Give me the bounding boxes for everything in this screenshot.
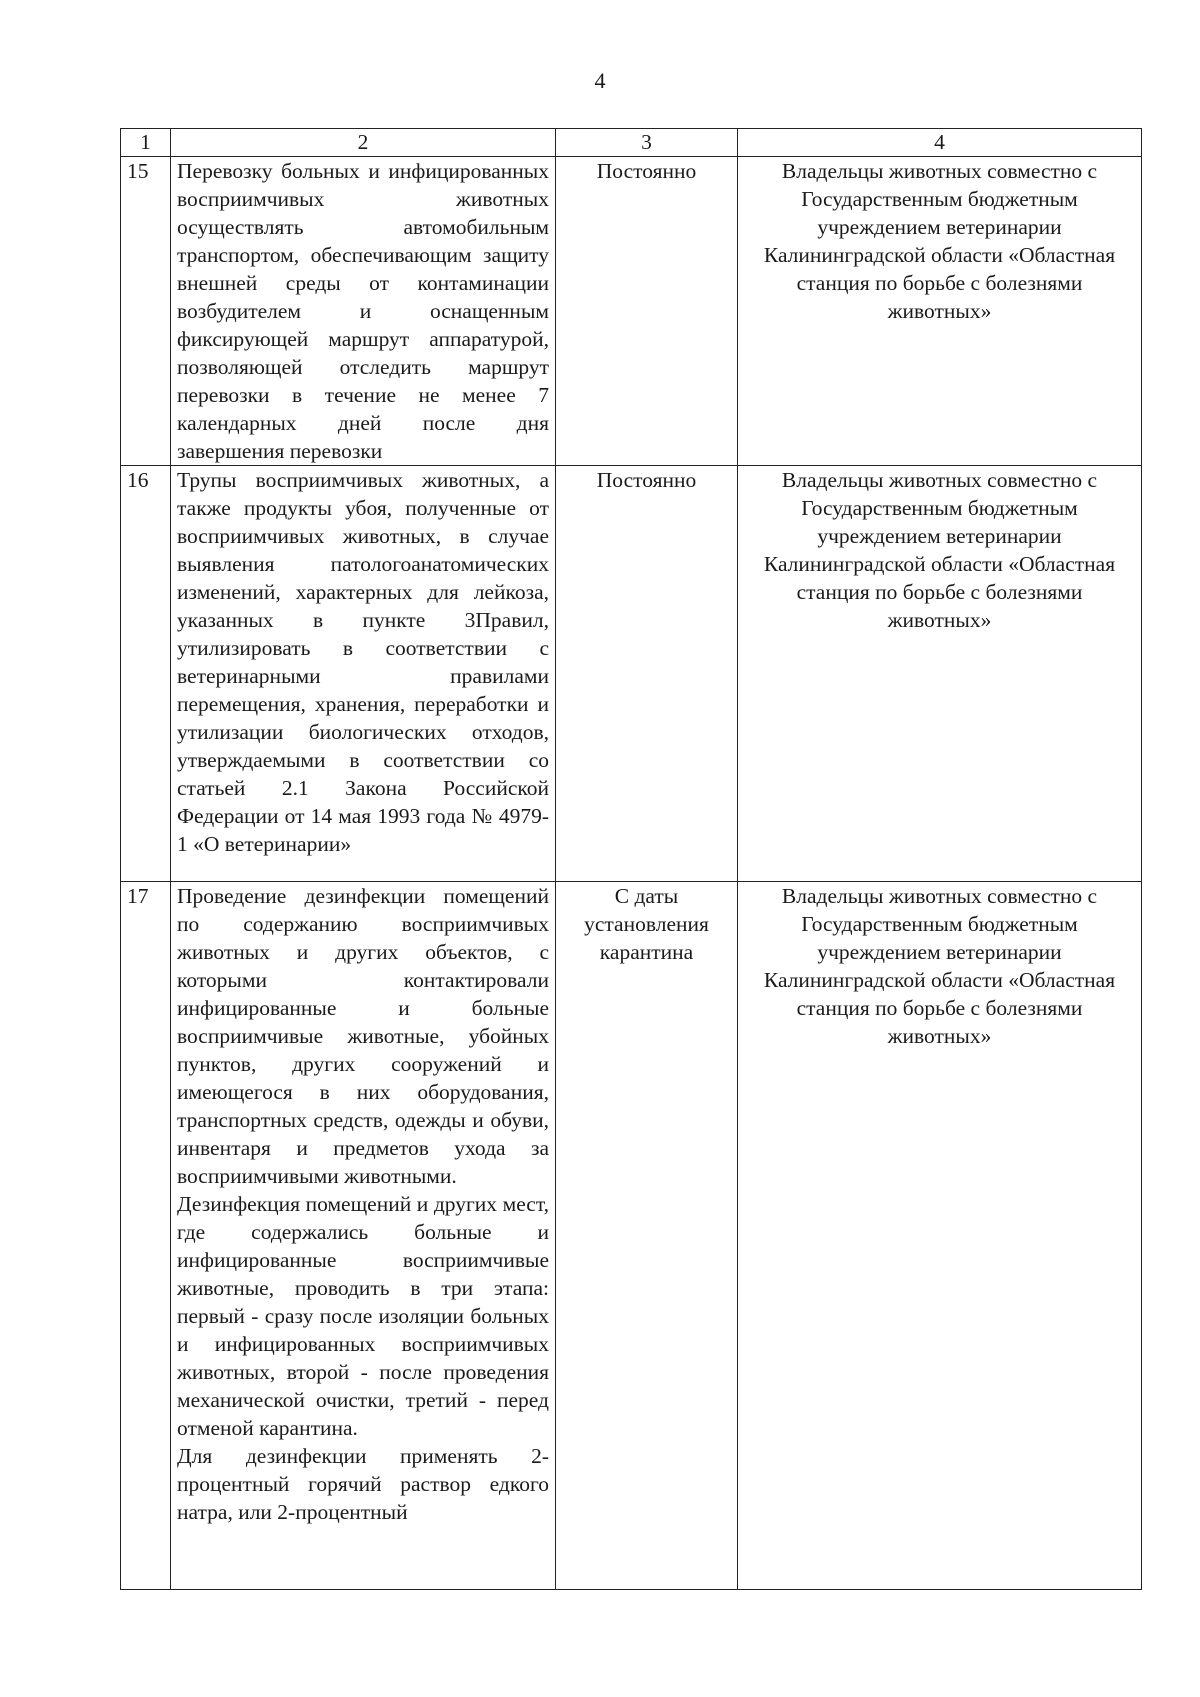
measure-paragraph: Дезинфекция помещений и других мест, где содержались больные и инфицированные восприимчивые животные, проводить в три этапа: первый - сразу после изоляции больных и инфицированных восприимчивых животных, второй - после проведения механической очистки, третий - перед отменой карантина.	[177, 1192, 549, 1440]
table-row	[121, 882, 1142, 1590]
row-number: 16	[121, 466, 171, 882]
table-row	[121, 466, 1142, 882]
table-header-row	[121, 129, 1142, 157]
header-col-4: 4	[738, 129, 1142, 157]
measure-paragraph: Трупы восприимчивых животных, а также продукты убоя, полученные от восприимчивых животных, в случае выявления патологоанатомических изменений, характерных для лейкоза, указанных в пункте 3Правил, утилизировать в соответствии с ветеринарными правилами перемещения, хранения, переработки и утилизации биологических отходов, утверждаемыми в соответствии со статьей 2.1 Закона Российской Федерации от 14 мая 1993 года № 4979-1 «О ветеринарии»	[177, 468, 549, 856]
row-number: 17	[121, 882, 171, 1590]
term-cell: Постоянно	[556, 466, 738, 882]
responsible-cell: Владельцы животных совместно с Государственным бюджетным учреждением ветеринарии Калининградской области «Областная станция по борьбе с болезнями животных»	[738, 882, 1142, 1590]
row-number: 15	[121, 157, 171, 466]
page-number: 4	[594, 68, 606, 93]
measure-cell	[171, 882, 556, 1590]
measure-paragraph: Перевозку больных и инфицированных восприимчивых животных осуществлять автомобильным транспортом, обеспечивающим защиту внешней среды от контаминации возбудителем и оснащенным фиксирующей маршрут аппаратурой, позволяющей отследить маршрут перевозки в течение не менее 7 календарных дней после дня завершения перевозки	[177, 159, 549, 463]
measure-paragraph: Проведение дезинфекции помещений по содержанию восприимчивых животных и других объектов, с которыми контактировали инфицированные и больные восприимчивые животные, убойных пунктов, других сооружений и имеющегося в них оборудования, транспортных средств, одежды и обуви, инвентаря и предметов ухода за восприимчивыми животными.	[177, 884, 549, 1188]
responsible-cell: Владельцы животных совместно с Государственным бюджетным учреждением ветеринарии Калининградской области «Областная станция по борьбе с болезнями животных»	[738, 466, 1142, 882]
measure-paragraph: Для дезинфекции применять 2-процентный горячий раствор едкого натра, или 2-процентный	[177, 1444, 549, 1524]
header-col-2: 2	[171, 129, 556, 157]
table-row	[121, 157, 1142, 466]
responsible-cell: Владельцы животных совместно с Государственным бюджетным учреждением ветеринарии Калининградской области «Областная станция по борьбе с болезнями животных»	[738, 157, 1142, 466]
term-cell: Постоянно	[556, 157, 738, 466]
measure-cell	[171, 466, 556, 882]
term-cell: С даты установления карантина	[556, 882, 738, 1590]
measures-table	[120, 128, 1142, 1590]
header-col-1: 1	[121, 129, 171, 157]
measure-cell	[171, 157, 556, 466]
header-col-3: 3	[556, 129, 738, 157]
